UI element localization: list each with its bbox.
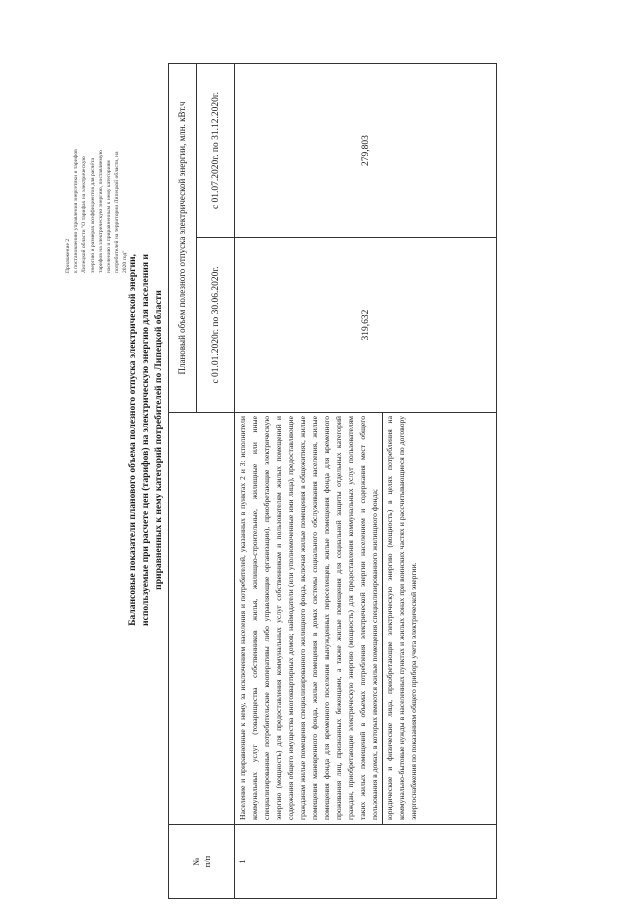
title-line: Балансовые показатели планового объема полезного отпуска электрической энергии, bbox=[127, 254, 138, 626]
table-header-row bbox=[169, 63, 197, 898]
row-description bbox=[235, 413, 497, 825]
header-period-1: с 01.01.2020г. по 30.06.2020г. bbox=[197, 238, 235, 413]
header-number-sub: п/п bbox=[201, 855, 212, 868]
document-title bbox=[126, 125, 165, 755]
value-period-1: 319,632 bbox=[235, 238, 497, 413]
appendix-line: Липецкой области "О тарифах на электрическую bbox=[81, 156, 88, 273]
appendix-note bbox=[64, 63, 130, 273]
appendix-line: 2020 год" bbox=[122, 250, 129, 273]
header-description-cell bbox=[169, 413, 235, 825]
appendix-line: к постановлению управления энергетики и тарифов bbox=[73, 149, 80, 273]
row-number: 1 bbox=[235, 825, 497, 899]
header-period-2: с 01.07.2020г. по 31.12.2020г. bbox=[197, 63, 235, 237]
appendix-line: тарифов на электрическую энергию, поставляемую bbox=[97, 150, 104, 273]
header-number: № bbox=[190, 857, 201, 866]
title-line: используемые при расчете цен (тарифов) на электрическую энергию для населения и bbox=[140, 254, 151, 626]
table-row bbox=[235, 63, 497, 898]
value-period-2: 279,803 bbox=[235, 63, 497, 237]
balance-table bbox=[168, 63, 497, 899]
appendix-line: Приложение 2 bbox=[65, 238, 71, 273]
header-volume: Плановый объем полезного отпуска электрической энергии, млн. кВт.ч bbox=[169, 63, 197, 412]
appendix-line: потребителей на территории Липецкой области, на bbox=[114, 151, 121, 273]
header-number-cell bbox=[169, 825, 235, 899]
appendix-line: энергию и размерах коэффициентов для расчёта bbox=[89, 158, 96, 273]
title-line: приравненных к нему категорий потребителей по Липецкой области bbox=[153, 290, 164, 590]
appendix-line: населению и приравненным к нему категориям bbox=[106, 160, 113, 273]
row-description-part-2: юридические и физические лица, приобретающие электрическую энергию (мощность) в целях потребления на коммунально-бытовые нужды в населенных пунктах и жилых зонах при воинских частях и рассчитывающиеся по договору энергоснабжения по показаниям общего прибора учета электрической энергии. bbox=[382, 413, 420, 824]
row-description-part-1: Население и приравненные к нему, за исключением населения и потребителей, указанных в пунктах 2 и 3: исполнители коммунальных услуг (товарищества собственников жилья, жилищно-строительные, жилищные или иные специализированные потребительские кооперативы либо управляющие организации), приобретающие электрическую энергию (мощность) для предоставления коммунальных услуг собственникам и пользователям жилых помещений и содержания общего имущества многоквартирных домов; наймодатели (или уполномоченные ими лица), предоставляющие гражданам жилые помещения специализированного жилищного фонда, включая жилые помещения в общежитиях, жилые помещения маневренного фонда, жилые помещения в домах системы социального обслуживания населения, жилые помещения фонда для временного поселения вынужденных переселенцев, жилые помещения фонда для временного проживания лиц, признанных беженцами, а также жилые помещения для социальной защиты отдельных категорий граждан, приобретающие электрическую энергию (мощность) для предоставления коммунальных услуг пользователям таких жилых помещений в объемах потребления электрической энергии населением и содержания мест общего пользования в домах, в которых имеются жилые помещения специализированного жилищного фонда; bbox=[238, 416, 379, 820]
